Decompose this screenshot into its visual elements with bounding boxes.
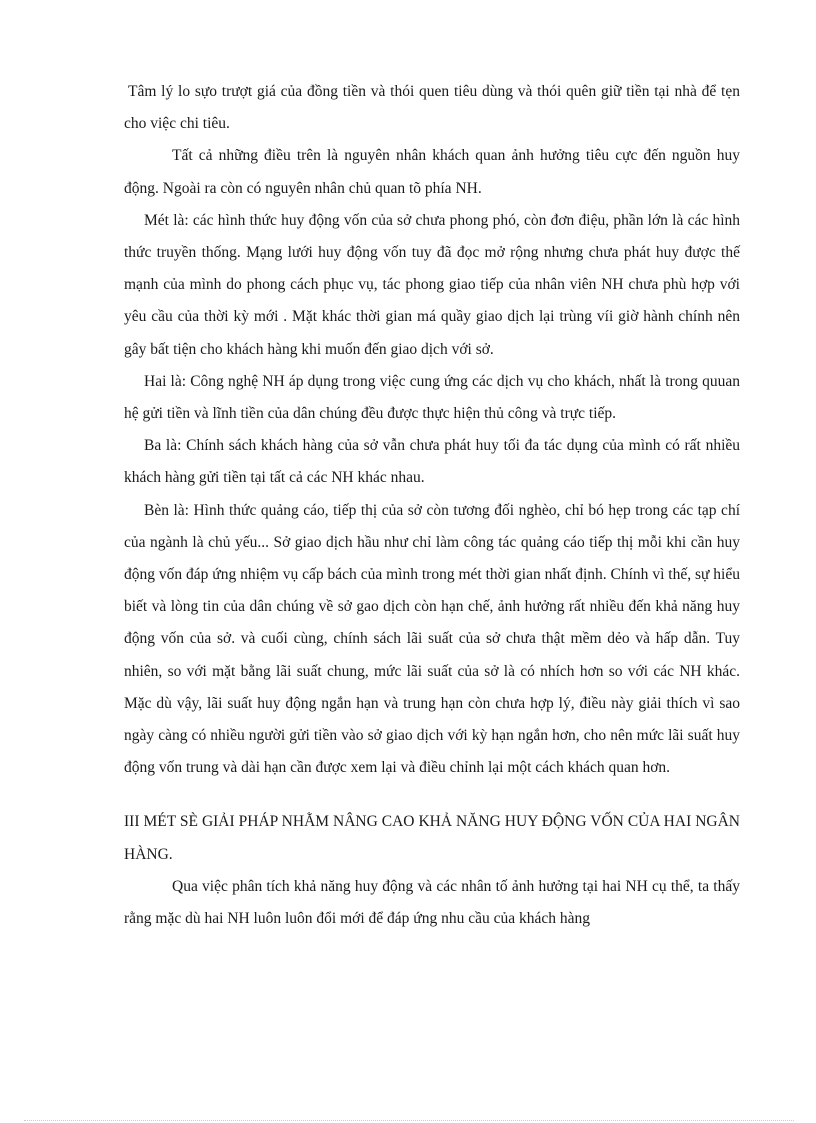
paragraph-point-four: Bèn là: Hình thức quảng cáo, tiếp thị của sở còn tương đối nghèo, chỉ bó hẹp trong các tạp chí của ngành là chủ yếu... Sở giao dịch hầu như chỉ làm công tác quảng cáo tiếp thị mỗi khi cần huy động vốn đáp ứng nhiệm vụ cấp bách của mình trong mét thời gian nhất định. Chính vì thế, sự hiểu biết và lòng tin của dân chúng về sở gao dịch còn hạn chế, ảnh hưởng rất nhiều đến khả năng huy động vốn của sở. và cuối cùng, chính sách lãi suất của sở chưa thật mềm dẻo và hấp dẫn. Tuy nhiên, so với mặt bằng lãi suất chung, mức lãi suất của sở là có nhích hơn so với các NH khác. Mặc dù vậy, lãi suất huy động ngắn hạn và trung hạn còn chưa hợp lý, điều này giải thích vì sao ngày càng có nhiều người gửi tiền vào sở giao dịch với kỳ hạn ngắn hơn, cho nên mức lãi suất huy động vốn trung và dài hạn cần được xem lại và điều chỉnh lại một cách khách quan hơn. — [124, 501, 740, 777]
paragraph-closing: Qua việc phân tích khả năng huy động và các nhân tố ảnh hưởng tại hai NH cụ thể, ta thấy rằng mặc dù hai NH luôn luôn đổi mới để đáp ứng nhu cầu của khách hàng — [124, 877, 740, 928]
paragraph-consumer-psychology: Tâm lý lo sựo trượt giá của đồng tiền và thói quen tiêu dùng và thói quên giữ tiền tại nhà để tẹn cho việc chi tiêu. — [124, 83, 740, 133]
paragraph-objective-causes: Tất cả những điều trên là nguyên nhân khách quan ảnh hưởng tiêu cực đến nguồn huy động. Ngoài ra còn có nguyên nhân chủ quan tõ phía NH. — [124, 147, 740, 197]
document-body — [124, 76, 740, 935]
paragraph-point-two: Hai là: Công nghệ NH áp dụng trong việc cung ứng các dịch vụ cho khách, nhất là trong quuan hệ gửi tiền và lĩnh tiền của dân chúng đều được thực hiện thủ công và trực tiếp. — [124, 372, 740, 423]
section-heading: III MÉT SÈ GIẢI PHÁP NHẰM NÂNG CAO KHẢ NĂNG HUY ĐỘNG VỐN CỦA HAI NGÂN HÀNG. — [124, 813, 740, 863]
page-bottom-divider — [24, 1120, 794, 1121]
paragraph-point-one: Mét là: các hình thức huy động vốn của sở chưa phong phó, còn đơn điệu, phần lớn là các hình thức truyền thống. Mạng lưới huy động vốn tuy đã đọc mở rộng nhưng chưa phát huy được thế mạnh của mình do phong cách phục vụ, tác phong giao tiếp của nhân viên NH chưa phù hợp với yêu cầu của thời kỳ mới . Mặt khác thời gian má quầy giao dịch lại trùng víi giờ hành chính nên gây bất tiện cho khách hàng khi muốn đến giao dịch với sở. — [124, 211, 740, 358]
paragraph-point-three: Ba là: Chính sách khách hàng của sở vẫn chưa phát huy tối đa tác dụng của mình có rất nhiều khách hàng gửi tiền tại tất cả các NH khác nhau. — [124, 437, 740, 487]
